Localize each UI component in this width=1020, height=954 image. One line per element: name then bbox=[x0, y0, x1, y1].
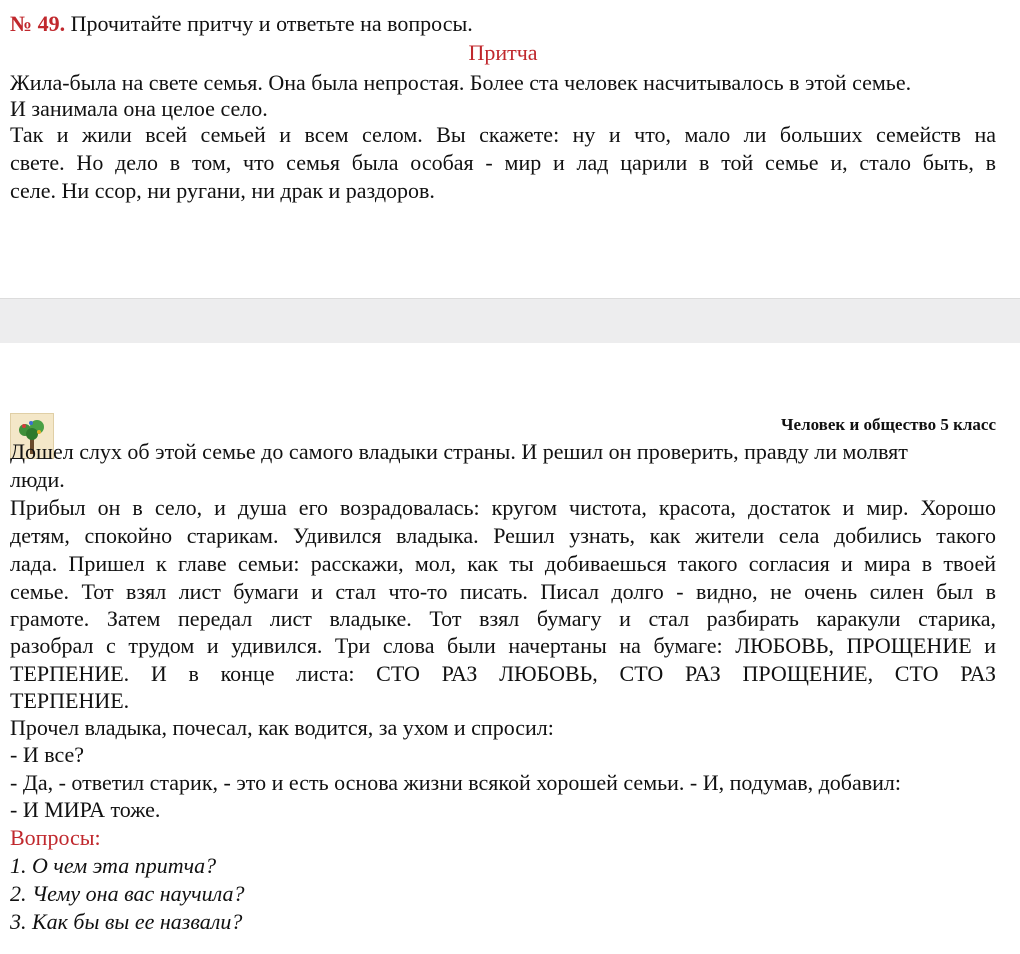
text-line: Жила-была на свете семья. Она была непростая. Более ста человек насчитывалось в этой семье. bbox=[10, 70, 912, 95]
text-line: - И все? bbox=[10, 742, 85, 767]
task-number: № 49. bbox=[10, 11, 66, 36]
text-line: Прочел владыка, почесал, как водится, за ухом и спросил: bbox=[10, 715, 554, 740]
text-line: семье. Тот взял лист бумаги и стал что-то писать. Писал долго - видно, не очень силен был в bbox=[10, 579, 996, 604]
text-line: ТЕРПЕНИЕ. bbox=[10, 688, 130, 713]
page-header: Человек и общество 5 класс bbox=[781, 415, 996, 434]
text-line: лада. Пришел к главе семьи: расскажи, мол, как ты добиваешься такого согласия и мира в твоей bbox=[10, 551, 996, 576]
text-line: разобрал с трудом и удивился. Три слова были начертаны на бумаге: ЛЮБОВЬ, ПРОЩЕНИЕ и bbox=[10, 633, 996, 658]
questions-heading: Вопросы: bbox=[10, 825, 101, 850]
text-line: И занимала она целое село. bbox=[10, 96, 268, 121]
text-line: Дошел слух об этой семье до самого владыки страны. И решил он проверить, правду ли молвят bbox=[10, 439, 908, 464]
text-line: люди. bbox=[10, 467, 65, 492]
document-page-1 bbox=[0, 0, 1020, 298]
question-item: 3. Как бы вы ее назвали? bbox=[10, 909, 243, 934]
text-line: Прибыл он в село, и душа его возрадовалась: кругом чистота, красота, достаток и мир. Хорошо bbox=[10, 495, 996, 520]
question-item: 2. Чему она вас научила? bbox=[10, 881, 245, 906]
task-title bbox=[10, 11, 996, 37]
text-line: Так и жили всей семьей и всем селом. Вы скажете: ну и что, мало ли больших семейств на bbox=[10, 122, 996, 147]
parable-heading: Притча bbox=[468, 40, 538, 65]
document-page-2 bbox=[0, 343, 1020, 954]
text-line: детям, спокойно старикам. Удивился владыка. Решил узнать, как жители села добились такого bbox=[10, 523, 996, 548]
text-line: селе. Ни ссор, ни ругани, ни драк и раздоров. bbox=[10, 178, 435, 203]
question-item: 1. О чем эта притча? bbox=[10, 853, 217, 878]
text-line: грамоте. Затем передал лист владыке. Тот взял бумагу и стал разбирать каракули старика, bbox=[10, 606, 996, 631]
text-line: свете. Но дело в том, что семья была особая - мир и лад царили в той семье и, стало быть, в bbox=[10, 150, 996, 175]
text-line: - Да, - ответил старик, - это и есть основа жизни всякой хорошей семьи. - И, подумав, добавил: bbox=[10, 770, 901, 795]
task-instruction: Прочитайте притчу и ответьте на вопросы. bbox=[70, 11, 473, 36]
text-line: ТЕРПЕНИЕ. И в конце листа: СТО РАЗ ЛЮБОВЬ, СТО РАЗ ПРОЩЕНИЕ, СТО РАЗ bbox=[10, 661, 996, 686]
page-separator bbox=[0, 298, 1020, 344]
text-line: - И МИРА тоже. bbox=[10, 797, 161, 822]
